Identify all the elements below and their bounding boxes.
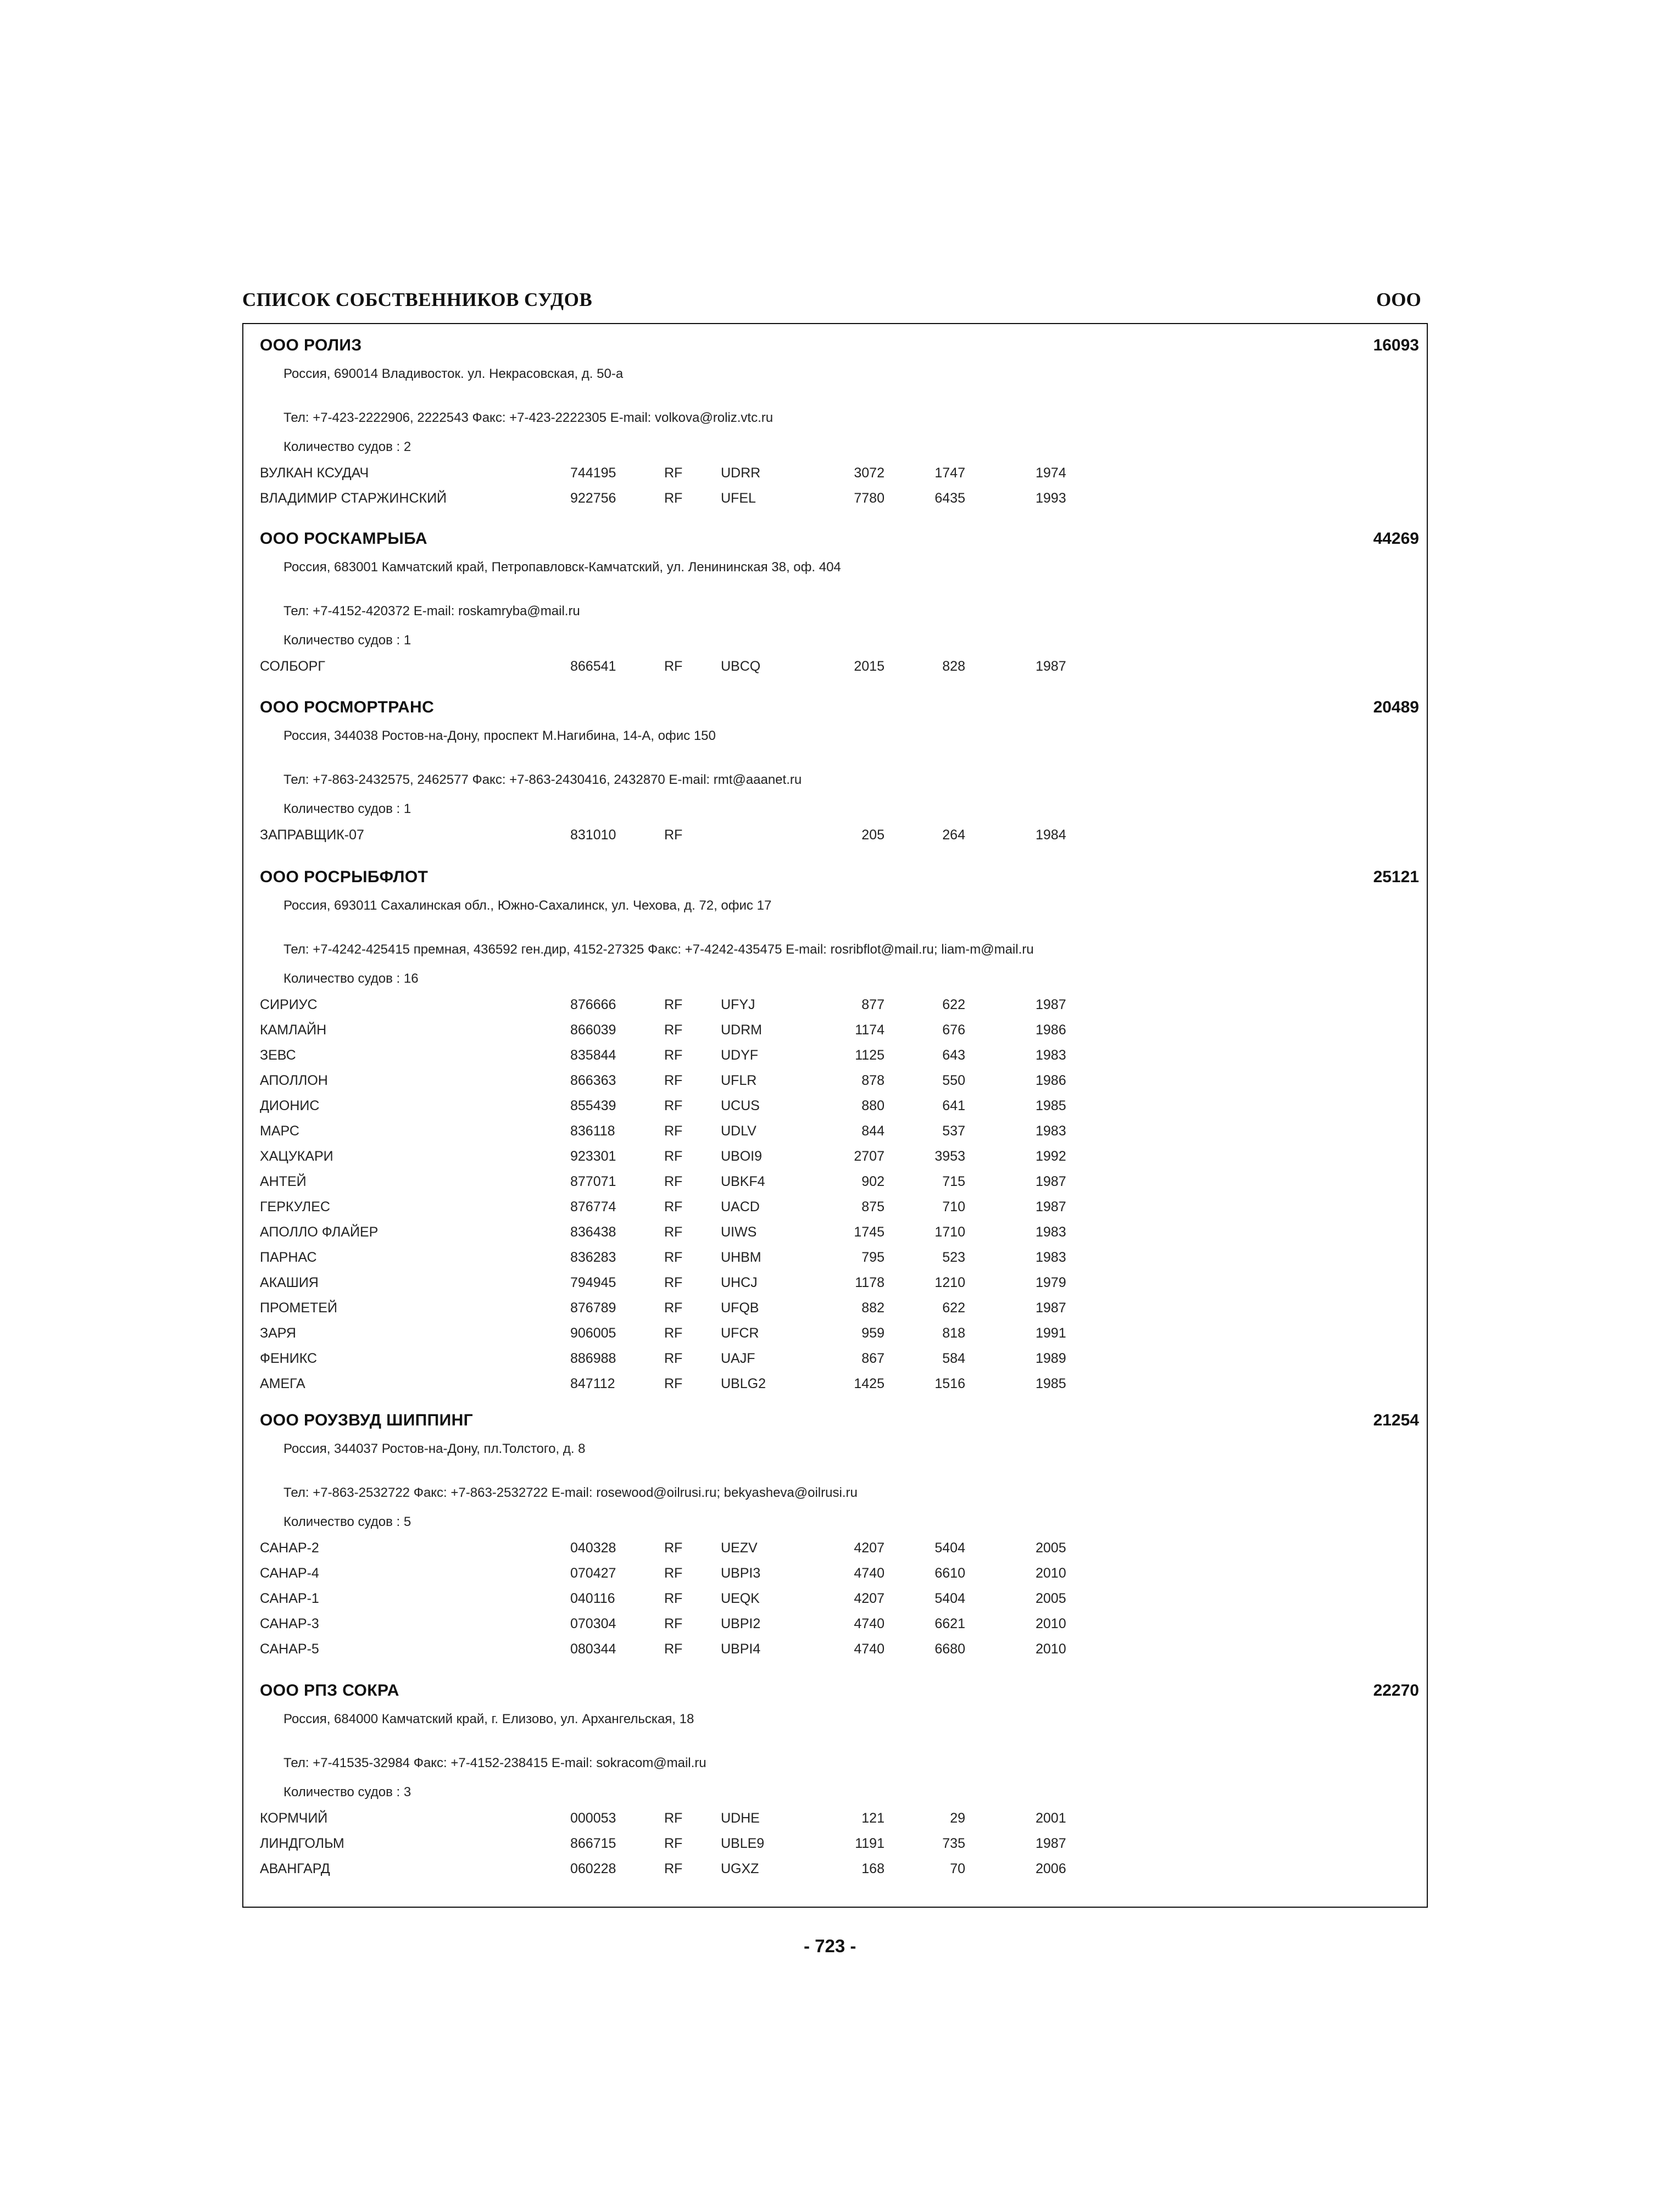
ship-name: ФЕНИКС (260, 1351, 318, 1366)
ship-row (251, 1540, 1419, 1566)
ship-flag: RF (664, 1048, 683, 1063)
ship-flag: RF (664, 1861, 683, 1876)
ship-year: 1983 (1036, 1123, 1066, 1139)
ship-year: 1983 (1036, 1224, 1066, 1240)
ship-flag: RF (664, 1250, 683, 1265)
ship-gt: 1191 (855, 1836, 884, 1851)
ship-gt: 1745 (854, 1224, 884, 1240)
company-name: ООО РОСКАМРЫБА (260, 530, 427, 548)
ship-flag: RF (664, 1351, 683, 1366)
ship-name: МАРС (260, 1123, 299, 1139)
ship-flag: RF (664, 1325, 683, 1341)
ship-gt: 959 (861, 1325, 884, 1341)
ship-dwt: 1210 (934, 1275, 965, 1290)
ship-flag: RF (664, 1376, 683, 1391)
ship-dwt: 6435 (934, 491, 965, 506)
ship-flag: RF (664, 659, 683, 674)
ship-gt: 882 (861, 1300, 884, 1316)
company-contacts: Тел: +7-4242-425415 премная, 436592 ген.дир, 4152-27325 Факс: +7-4242-435475 E-mail: rosribflot@mail.ru; liam-m@mail.ru (283, 942, 1034, 957)
ship-callsign: UDHE (721, 1811, 760, 1826)
ship-row (251, 1123, 1419, 1149)
ship-year: 2006 (1036, 1861, 1066, 1876)
ship-gt: 4740 (854, 1566, 884, 1581)
ship-flag: RF (664, 1616, 683, 1631)
ship-name: АМЕГА (260, 1376, 305, 1391)
ship-dwt: 523 (942, 1250, 965, 1265)
ship-callsign: UEZV (721, 1540, 758, 1556)
ship-gt: 2707 (854, 1149, 884, 1164)
ship-number: 794945 (570, 1275, 616, 1290)
ship-gt: 4740 (854, 1641, 884, 1657)
ship-gt: 4207 (854, 1540, 884, 1556)
ship-number: 877071 (570, 1174, 616, 1189)
ship-gt: 795 (861, 1250, 884, 1265)
ship-callsign: UDLV (721, 1123, 756, 1139)
ship-row (251, 1325, 1419, 1351)
ship-number: 836438 (570, 1224, 616, 1240)
ship-callsign: UCUS (721, 1098, 760, 1113)
company-code: 44269 (1373, 530, 1419, 548)
ship-year: 1979 (1036, 1275, 1066, 1290)
ship-dwt: 1710 (934, 1224, 965, 1240)
ship-year: 2010 (1036, 1641, 1066, 1657)
ship-gt: 168 (861, 1861, 884, 1876)
ship-row (251, 1351, 1419, 1376)
owners-list-frame (242, 323, 1428, 1908)
ship-number: 831010 (570, 827, 616, 843)
ship-gt: 7780 (854, 491, 884, 506)
ship-number: 847112 (570, 1376, 615, 1391)
ship-gt: 4207 (854, 1591, 884, 1606)
ship-name: АПОЛЛО ФЛАЙЕР (260, 1224, 379, 1240)
ship-name: АНТЕЙ (260, 1174, 307, 1189)
company-ship-count: Количество судов : 1 (283, 633, 411, 648)
company-address: Россия, 344038 Ростов-на-Дону, проспект М.Нагибина, 14-А, офис 150 (283, 728, 716, 743)
ship-callsign: UFQB (721, 1300, 759, 1316)
ship-callsign: UBPI2 (721, 1616, 761, 1631)
ship-row (251, 1275, 1419, 1300)
ship-number: 866715 (570, 1836, 616, 1851)
company-code: 22270 (1373, 1681, 1419, 1700)
page-header-title: СПИСОК СОБСТВЕННИКОВ СУДОВ (242, 289, 593, 310)
ship-name: ЗЕВС (260, 1048, 296, 1063)
ship-year: 1987 (1036, 1836, 1066, 1851)
ship-number: 040116 (570, 1591, 615, 1606)
ship-row (251, 1811, 1419, 1836)
ship-number: 866541 (570, 659, 616, 674)
ship-callsign: UBPI4 (721, 1641, 761, 1657)
ship-callsign: UBCQ (721, 659, 761, 674)
ship-dwt: 70 (950, 1861, 965, 1876)
ship-row (251, 1199, 1419, 1224)
ship-dwt: 643 (942, 1048, 965, 1063)
ship-gt: 844 (861, 1123, 884, 1139)
ship-name: АВАНГАРД (260, 1861, 330, 1876)
company-ship-count: Количество судов : 2 (283, 439, 411, 454)
ship-dwt: 537 (942, 1123, 965, 1139)
page-number: - 723 - (804, 1936, 856, 1956)
ship-flag: RF (664, 1199, 683, 1215)
ship-dwt: 622 (942, 997, 965, 1012)
ship-callsign: UFLR (721, 1073, 757, 1088)
ship-year: 2010 (1036, 1566, 1066, 1581)
ship-year: 1986 (1036, 1073, 1066, 1088)
ship-dwt: 1516 (934, 1376, 965, 1391)
company-name: ООО РОУЗВУД ШИППИНГ (260, 1411, 474, 1429)
ship-flag: RF (664, 1566, 683, 1581)
ship-row (251, 1861, 1419, 1886)
ship-year: 2001 (1036, 1811, 1066, 1826)
company-code: 16093 (1373, 336, 1419, 354)
ship-dwt: 3953 (934, 1149, 965, 1164)
ship-dwt: 584 (942, 1351, 965, 1366)
ship-callsign: UFCR (721, 1325, 759, 1341)
ship-callsign: UBKF4 (721, 1174, 765, 1189)
ship-row (251, 1376, 1419, 1401)
ship-flag: RF (664, 1174, 683, 1189)
ship-callsign: UGXZ (721, 1861, 759, 1876)
ship-dwt: 710 (942, 1199, 965, 1215)
ship-callsign: UIWS (721, 1224, 757, 1240)
ship-dwt: 818 (942, 1325, 965, 1341)
ship-dwt: 735 (942, 1836, 965, 1851)
ship-row (251, 1224, 1419, 1250)
ship-gt: 121 (861, 1811, 884, 1826)
ship-name: АКАШИЯ (260, 1275, 319, 1290)
ship-name: САНАР-3 (260, 1616, 319, 1631)
ship-number: 070427 (570, 1566, 616, 1581)
ship-flag: RF (664, 1098, 683, 1113)
ship-flag: RF (664, 1836, 683, 1851)
ship-row (251, 1300, 1419, 1325)
company-ship-count: Количество судов : 5 (283, 1514, 411, 1529)
company-address: Россия, 684000 Камчатский край, г. Елизово, ул. Архангельская, 18 (283, 1712, 694, 1726)
ship-callsign: UBPI3 (721, 1566, 761, 1581)
ship-row (251, 827, 1419, 853)
ship-callsign: UEQK (721, 1591, 760, 1606)
ship-dwt: 29 (950, 1811, 965, 1826)
ship-gt: 3072 (854, 465, 884, 481)
company-address: Россия, 693011 Сахалинская обл., Южно-Сахалинск, ул. Чехова, д. 72, офис 17 (283, 898, 772, 913)
ship-year: 1987 (1036, 1199, 1066, 1215)
ship-number: 000053 (570, 1811, 616, 1826)
ship-callsign: UDYF (721, 1048, 759, 1063)
ship-callsign: UDRR (721, 465, 761, 481)
ship-flag: RF (664, 1591, 683, 1606)
ship-number: 835844 (570, 1048, 616, 1063)
ship-gt: 2015 (854, 659, 884, 674)
ship-flag: RF (664, 491, 683, 506)
company-address: Россия, 690014 Владивосток. ул. Некрасовская, д. 50-а (283, 366, 624, 381)
ship-year: 1984 (1036, 827, 1066, 843)
ship-flag: RF (664, 465, 683, 481)
ship-number: 040328 (570, 1540, 616, 1556)
ship-dwt: 715 (942, 1174, 965, 1189)
ship-number: 836283 (570, 1250, 616, 1265)
ship-flag: RF (664, 1224, 683, 1240)
ship-dwt: 550 (942, 1073, 965, 1088)
ship-name: ПРОМЕТЕЙ (260, 1300, 337, 1316)
ship-dwt: 6621 (934, 1616, 965, 1631)
ship-flag: RF (664, 1022, 683, 1038)
ship-row (251, 1641, 1419, 1667)
ship-callsign: UACD (721, 1199, 760, 1215)
ship-number: 836118 (570, 1123, 615, 1139)
company-address: Россия, 683001 Камчатский край, Петропавловск-Камчатский, ул. Ленининская 38, оф. 404 (283, 560, 841, 575)
ship-gt: 867 (861, 1351, 884, 1366)
company-address: Россия, 344037 Ростов-на-Дону, пл.Толстого, д. 8 (283, 1441, 586, 1456)
ship-dwt: 6610 (934, 1566, 965, 1581)
ship-row (251, 1073, 1419, 1098)
ship-name: САНАР-2 (260, 1540, 319, 1556)
ship-name: ЗАПРАВЩИК-07 (260, 827, 364, 843)
ship-name: СИРИУС (260, 997, 318, 1012)
ship-row (251, 491, 1419, 516)
ship-row (251, 1566, 1419, 1591)
company-code: 20489 (1373, 698, 1419, 716)
ship-year: 1985 (1036, 1376, 1066, 1391)
ship-callsign: UBLE9 (721, 1836, 765, 1851)
ship-name: САНАР-5 (260, 1641, 319, 1657)
ship-number: 070304 (570, 1616, 616, 1631)
ship-callsign: UFEL (721, 491, 756, 506)
ship-gt: 902 (861, 1174, 884, 1189)
ship-row (251, 1149, 1419, 1174)
ship-row (251, 1174, 1419, 1199)
ship-year: 1985 (1036, 1098, 1066, 1113)
ship-flag: RF (664, 1811, 683, 1826)
ship-callsign: UAJF (721, 1351, 755, 1366)
company-name: ООО РПЗ СОКРА (260, 1681, 399, 1700)
ship-number: 922756 (570, 491, 616, 506)
ship-dwt: 264 (942, 827, 965, 843)
ship-year: 1983 (1036, 1250, 1066, 1265)
ship-name: ГЕРКУЛЕС (260, 1199, 330, 1215)
ship-callsign: UBOI9 (721, 1149, 763, 1164)
ship-number: 876789 (570, 1300, 616, 1316)
ship-flag: RF (664, 1540, 683, 1556)
ship-flag: RF (664, 827, 683, 843)
ship-callsign: UDRM (721, 1022, 762, 1038)
ship-row (251, 1836, 1419, 1861)
ship-callsign: UBLG2 (721, 1376, 766, 1391)
ship-flag: RF (664, 1149, 683, 1164)
ship-gt: 1425 (854, 1376, 884, 1391)
ship-year: 1991 (1036, 1325, 1066, 1341)
ship-year: 2005 (1036, 1591, 1066, 1606)
ship-gt: 1178 (855, 1275, 884, 1290)
ship-year: 1987 (1036, 997, 1066, 1012)
ship-year: 1987 (1036, 1300, 1066, 1316)
ship-number: 906005 (570, 1325, 616, 1341)
ship-flag: RF (664, 1123, 683, 1139)
ship-gt: 877 (861, 997, 884, 1012)
ship-year: 1993 (1036, 491, 1066, 506)
ship-year: 1987 (1036, 1174, 1066, 1189)
ship-row (251, 659, 1419, 684)
ship-dwt: 5404 (934, 1540, 965, 1556)
ship-year: 1986 (1036, 1022, 1066, 1038)
ship-number: 886988 (570, 1351, 616, 1366)
company-ship-count: Количество судов : 1 (283, 801, 411, 816)
ship-gt: 880 (861, 1098, 884, 1113)
ship-callsign: UFYJ (721, 997, 755, 1012)
ship-dwt: 6680 (934, 1641, 965, 1657)
ship-gt: 1174 (855, 1022, 884, 1038)
ship-name: ХАЦУКАРИ (260, 1149, 333, 1164)
ship-year: 1989 (1036, 1351, 1066, 1366)
ship-number: 876774 (570, 1199, 616, 1215)
ship-number: 855439 (570, 1098, 616, 1113)
ship-name: ЗАРЯ (260, 1325, 296, 1341)
ship-name: КАМЛАЙН (260, 1022, 327, 1038)
ship-row (251, 1098, 1419, 1123)
ship-gt: 875 (861, 1199, 884, 1215)
company-contacts: Тел: +7-863-2532722 Факс: +7-863-2532722 E-mail: rosewood@oilrusi.ru; bekyasheva@oilrusi.ru (283, 1485, 858, 1500)
ship-callsign: UHCJ (721, 1275, 758, 1290)
company-name: ООО РОЛИЗ (260, 336, 362, 354)
ship-dwt: 676 (942, 1022, 965, 1038)
ship-dwt: 641 (942, 1098, 965, 1113)
ship-name: ВУЛКАН КСУДАЧ (260, 465, 369, 481)
ship-name: КОРМЧИЙ (260, 1811, 328, 1826)
ship-gt: 205 (861, 827, 884, 843)
ship-year: 1987 (1036, 659, 1066, 674)
ship-flag: RF (664, 1300, 683, 1316)
ship-callsign: UHBM (721, 1250, 761, 1265)
ship-name: ДИОНИС (260, 1098, 320, 1113)
company-contacts: Тел: +7-41535-32984 Факс: +7-4152-238415 E-mail: sokracom@mail.ru (283, 1756, 707, 1770)
ship-flag: RF (664, 1275, 683, 1290)
ship-flag: RF (664, 1073, 683, 1088)
ship-row (251, 1591, 1419, 1616)
company-contacts: Тел: +7-423-2222906, 2222543 Факс: +7-423-2222305 E-mail: volkova@roliz.vtc.ru (283, 410, 774, 425)
ship-row (251, 997, 1419, 1022)
company-contacts: Тел: +7-4152-420372 E-mail: roskamryba@mail.ru (283, 604, 580, 619)
ship-year: 1992 (1036, 1149, 1066, 1164)
page-header-section: ООО (1376, 289, 1421, 310)
ship-dwt: 622 (942, 1300, 965, 1316)
ship-name: САНАР-4 (260, 1566, 319, 1581)
company-ship-count: Количество судов : 3 (283, 1785, 411, 1800)
ship-number: 060228 (570, 1861, 616, 1876)
ship-number: 080344 (570, 1641, 616, 1657)
company-code: 21254 (1373, 1411, 1419, 1429)
ship-gt: 878 (861, 1073, 884, 1088)
ship-year: 2010 (1036, 1616, 1066, 1631)
ship-name: СОЛБОРГ (260, 659, 325, 674)
ship-row (251, 465, 1419, 491)
ship-gt: 1125 (855, 1048, 884, 1063)
ship-row (251, 1022, 1419, 1048)
ship-name: ПАРНАС (260, 1250, 317, 1265)
company-code: 25121 (1373, 868, 1419, 886)
company-contacts: Тел: +7-863-2432575, 2462577 Факс: +7-863-2430416, 2432870 E-mail: rmt@aaanet.ru (283, 772, 802, 787)
company-name: ООО РОСМОРТРАНС (260, 698, 435, 716)
company-ship-count: Количество судов : 16 (283, 971, 419, 986)
ship-number: 866039 (570, 1022, 616, 1038)
ship-flag: RF (664, 1641, 683, 1657)
ship-name: АПОЛЛОН (260, 1073, 328, 1088)
ship-number: 876666 (570, 997, 616, 1012)
ship-name: ВЛАДИМИР СТАРЖИНСКИЙ (260, 491, 447, 506)
ship-year: 1983 (1036, 1048, 1066, 1063)
ship-dwt: 1747 (934, 465, 965, 481)
ship-number: 744195 (570, 465, 616, 481)
company-name: ООО РОСРЫБФЛОТ (260, 868, 429, 886)
ship-year: 2005 (1036, 1540, 1066, 1556)
ship-dwt: 828 (942, 659, 965, 674)
ship-row (251, 1048, 1419, 1073)
ship-number: 866363 (570, 1073, 616, 1088)
ship-dwt: 5404 (934, 1591, 965, 1606)
ship-row (251, 1616, 1419, 1641)
ship-gt: 4740 (854, 1616, 884, 1631)
ship-flag: RF (664, 997, 683, 1012)
ship-number: 923301 (570, 1149, 616, 1164)
ship-year: 1974 (1036, 465, 1066, 481)
ship-row (251, 1250, 1419, 1275)
ship-name: ЛИНДГОЛЬМ (260, 1836, 344, 1851)
ship-name: САНАР-1 (260, 1591, 319, 1606)
